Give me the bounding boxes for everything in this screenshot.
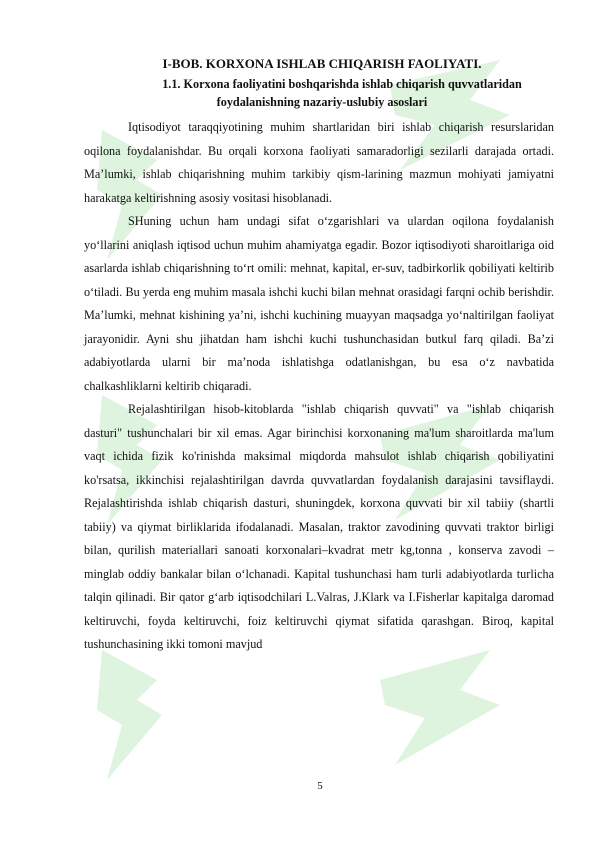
paragraph: Rejalashtirilgan hisob-kitoblarda "ishlab chiqarish quvvati" va "ishlab chiqarish dasturi" tushunchalari bir xil emas. Agar birinchisi korxonaning ma'lum sharoitlarda ma'lum vaqt ichida fizik ko'rinishda maksimal miqdorda mahsulot ishlab chiqarish qobiliyatini ko'rsatsa, ikkinchisi rejalashtirilgan davrda quvvatlardan foydalanish darajasini tavsiflaydi. Rejalashtirishda ishlab chiqarish dasturi, shuningdek, korxona quvvati bir xil tabiiy (shartli tabiiy) va qiymat birliklarida ifodalanadi. Masalan, traktor zavodining quvvati traktor birligi bilan, qurilish materiallari sanoati korxonalari–kvadrat metr kg,tonna , konserva zavodi – minglab oddiy bankalar bilan o‘lchanadi. Kapital tushunchasi ham turli adabiyotlarda turlicha talqin qilinadi. Bir qator g‘arb iqtisodchilari L.Valras, J.Klark va I.Fisherlar kapitalga daromad keltiruvchi, foyda keltiruvchi, foiz keltiruvchi qiymat sifatida qarashgan. Biroq, kapital tushunchasining ikki tomoni mavjud <box>84 402 554 651</box>
watermark-icon <box>370 640 510 770</box>
page-number: 5 <box>317 780 323 792</box>
chapter-title: I-BOB. KORXONA ISHLAB CHIQARISH FAOLIYATI. <box>162 56 482 71</box>
paragraph: SHuning uchun ham undagi sifat o‘zgarishlari va ulardan oqilona foydalanish yo‘llarini aniqlash iqtisod uchun muhim ahamiyatga egadir. Bozor iqtisodiyoti sharoitlariga oid asarlarda ishlab chiqarishning to‘rt omili: mehnat, kapital, er-suv, tadbirkorlik qobiliyati keltirib o‘tiladi. Bu yerda eng muhim masala ishchi kuchi bilan mehnat orasidagi farqni ochib berishdir. Ma’lumki, mehnat kishining ya’ni, ishchi kuchining muayyan maqsadga yo‘naltirilgan faoliyat jarayonidir. Ayni shu jihatdan ham ishchi kuchi tushunchasidan butkul farq qiladi. Ba’zi adabiyotlarda ularni bir ma’noda ishlatishga odatlanishgan, bu esa o‘z navbatida chalkashliklarni keltirib chiqaradi. <box>84 214 554 393</box>
section-title: 1.1. Korxona faoliyatini boshqarishda ishlab chiqarish quvvatlaridan <box>162 77 522 91</box>
section-title-continued: foydalanishning nazariy-uslubiy asoslari <box>216 95 428 109</box>
body-text <box>84 116 554 657</box>
paragraph: Iqtisodiyot taraqqiyotining muhim shartlaridan biri ishlab chiqarish resurslaridan oqilona foydalanishdar. Bu orqali korxona faoliyati samaradorligi sezilarli darajada ortadi. Ma’lumki, ishlab chiqarishning muhim tarkibiy qism-larining mazmun mohiyati jamiyatni harakatga keltirishning asosiy vositasi hisoblanadi. <box>84 120 554 205</box>
watermark-icon <box>82 640 177 790</box>
